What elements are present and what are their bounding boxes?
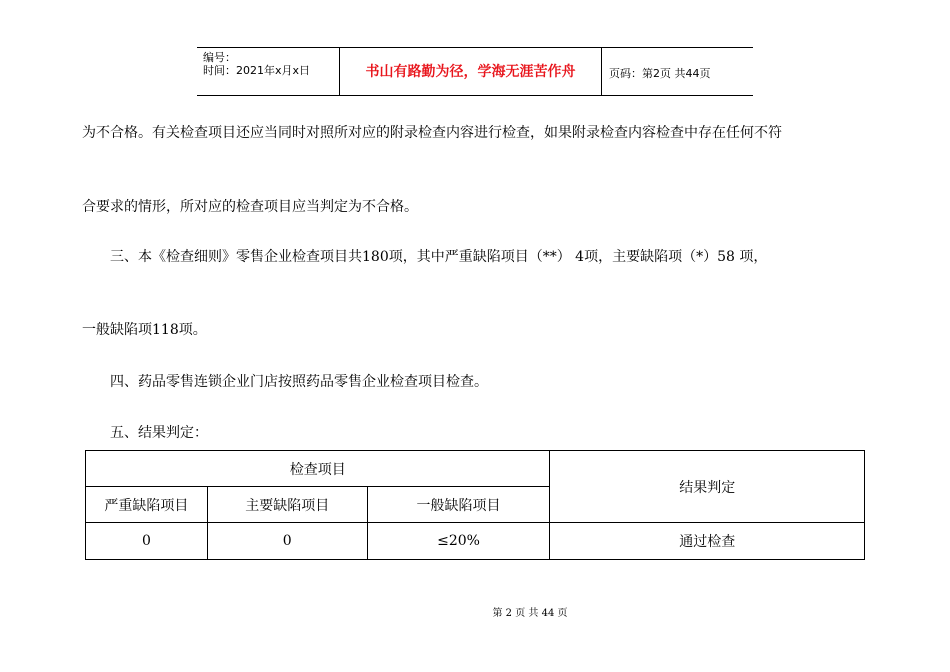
table-row	[86, 523, 865, 560]
table-result-header: 结果判定	[550, 451, 865, 523]
header-meta	[203, 51, 310, 77]
header-motto: 书山有路勤为径，学海无涯苦作舟	[365, 64, 576, 80]
body-paragraph: 三、本《检查细则》零售企业检查项目共180项，其中严重缺陷项目（**） 4项，主要缺陷项（*）58 项，	[110, 249, 768, 265]
table-column-header: 一般缺陷项目	[367, 487, 550, 523]
header-divider	[601, 47, 602, 96]
table-cell: 0	[86, 523, 208, 560]
table-column-header: 严重缺陷项目	[86, 487, 208, 523]
body-paragraph: 为不合格。有关检查项目还应当同时对照所对应的附录检查内容进行检查，如果附录检查内容检查中存在任何不符	[82, 125, 782, 141]
table-cell: ≤20%	[367, 523, 550, 560]
body-paragraph: 一般缺陷项118项。	[82, 322, 207, 338]
table-header-row	[86, 451, 865, 487]
document-time-label: 时间：2021年x月x日	[203, 64, 311, 77]
result-table	[85, 450, 865, 560]
body-paragraph: 四、药品零售连锁企业门店按照药品零售企业检查项目检查。	[110, 374, 488, 390]
table-cell: 通过检查	[550, 523, 865, 560]
table-group-header: 检查项目	[86, 451, 550, 487]
table-cell: 0	[207, 523, 367, 560]
table-column-header: 主要缺陷项目	[207, 487, 367, 523]
body-paragraph: 合要求的情形，所对应的检查项目应当判定为不合格。	[82, 199, 418, 215]
header-page-number: 页码：第2页 共44页	[609, 67, 711, 80]
page-footer: 第 2 页 共 44 页	[492, 608, 568, 619]
section-heading: 五、结果判定：	[110, 425, 208, 441]
document-number-label: 编号：	[203, 51, 236, 64]
header-bottom-rule	[197, 95, 753, 96]
